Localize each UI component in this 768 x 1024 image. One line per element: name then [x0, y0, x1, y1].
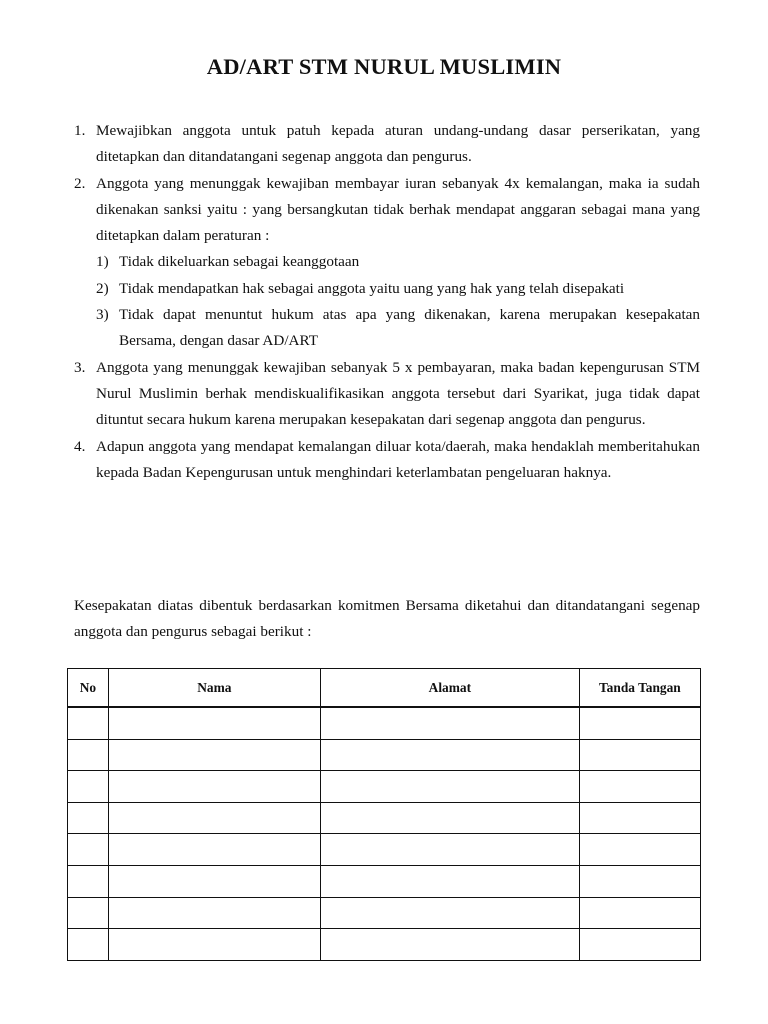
cell-tanda-tangan: [579, 707, 700, 739]
cell-no: [68, 865, 109, 897]
cell-no: [68, 707, 109, 739]
cell-tanda-tangan: [579, 865, 700, 897]
rule-text: Anggota yang menunggak kewajiban membayar iuran sebanyak 4x kemalangan, maka ia sudah dikenakan sanksi yaitu : yang bersangkutan tidak berhak mendapat anggaran sebagai mana yang ditetapkan dalam peraturan :: [96, 174, 700, 245]
cell-no: [68, 771, 109, 803]
cell-tanda-tangan: [579, 834, 700, 866]
cell-no: [68, 802, 109, 834]
table-row: [68, 834, 701, 866]
rule-item-3: [74, 355, 700, 434]
header-no: No: [68, 669, 109, 708]
cell-no: [68, 897, 109, 929]
rule-text: Adapun anggota yang mendapat kemalangan diluar kota/daerah, maka hendaklah memberitahukan kepada Badan Kepengurusan untuk menghindari keterlambatan pengeluaran haknya.: [96, 437, 700, 481]
cell-tanda-tangan: [579, 897, 700, 929]
cell-alamat: [320, 802, 579, 834]
header-alamat: Alamat: [320, 669, 579, 708]
cell-no: [68, 739, 109, 771]
rules-list: [74, 118, 700, 486]
cell-tanda-tangan: [579, 739, 700, 771]
rule-number: 2.: [74, 174, 86, 192]
sub-item-number: 1): [96, 253, 109, 271]
rule-number: 3.: [74, 358, 86, 376]
cell-nama: [108, 739, 320, 771]
sub-item-2: [96, 276, 700, 302]
rule-item-2: [74, 171, 700, 355]
document-title: AD/ART STM NURUL MUSLIMIN: [206, 54, 562, 79]
header-tanda-tangan: Tanda Tangan: [579, 669, 700, 708]
table-row: [68, 929, 701, 961]
agreement-paragraph: Kesepakatan diatas dibentuk berdasarkan komitmen Bersama diketahui dan ditandatangani segenap anggota dan pengurus sebagai berikut :: [74, 597, 700, 641]
cell-alamat: [320, 897, 579, 929]
cell-alamat: [320, 865, 579, 897]
rule-item-1: [74, 118, 700, 171]
cell-alamat: [320, 707, 579, 739]
sub-item-1: [96, 249, 700, 275]
sub-item-number: 2): [96, 279, 109, 297]
rule-text: Mewajibkan anggota untuk patuh kepada aturan undang-undang dasar perserikatan, yang ditetapkan dan ditandatangani segenap anggota dan pengurus.: [96, 122, 700, 166]
cell-tanda-tangan: [579, 929, 700, 961]
rule-number: 1.: [74, 122, 86, 139]
cell-alamat: [320, 771, 579, 803]
sub-item-text: Tidak dikeluarkan sebagai keanggotaan: [119, 253, 360, 271]
cell-nama: [108, 865, 320, 897]
signature-table: [67, 668, 701, 961]
rule-number: 4.: [74, 437, 86, 455]
cell-no: [68, 929, 109, 961]
rule-item-4: [74, 434, 700, 487]
sub-item-text: Tidak mendapatkan hak sebagai anggota yaitu uang yang hak yang telah disepakati: [119, 279, 625, 297]
cell-tanda-tangan: [579, 802, 700, 834]
table-header-row: [68, 669, 701, 708]
cell-nama: [108, 929, 320, 961]
cell-nama: [108, 707, 320, 739]
cell-alamat: [320, 834, 579, 866]
table-row: [68, 707, 701, 739]
cell-alamat: [320, 929, 579, 961]
cell-nama: [108, 802, 320, 834]
sub-item-number: 3): [96, 306, 109, 324]
cell-nama: [108, 897, 320, 929]
cell-alamat: [320, 739, 579, 771]
table-row: [68, 897, 701, 929]
cell-nama: [108, 771, 320, 803]
table-row: [68, 771, 701, 803]
table-row: [68, 802, 701, 834]
cell-tanda-tangan: [579, 771, 700, 803]
table-body: [68, 707, 701, 960]
table-row: [68, 739, 701, 771]
table-row: [68, 865, 701, 897]
cell-no: [68, 834, 109, 866]
sub-item-3: [96, 302, 700, 355]
header-nama: Nama: [108, 669, 320, 708]
sub-item-text: Tidak dapat menuntut hukum atas apa yang dikenakan, karena merupakan kesepakatan Bersama, dengan dasar AD/ART: [119, 306, 700, 350]
cell-nama: [108, 834, 320, 866]
rule-text: Anggota yang menunggak kewajiban sebanyak 5 x pembayaran, maka badan kepengurusan STM Nurul Muslimin berhak mendiskualifikasikan anggota tersebut dari Syarikat, juga tidak dapat dituntut secara hukum karena merupakan kesepakatan dari segenap anggota dan pengurus.: [96, 358, 700, 429]
